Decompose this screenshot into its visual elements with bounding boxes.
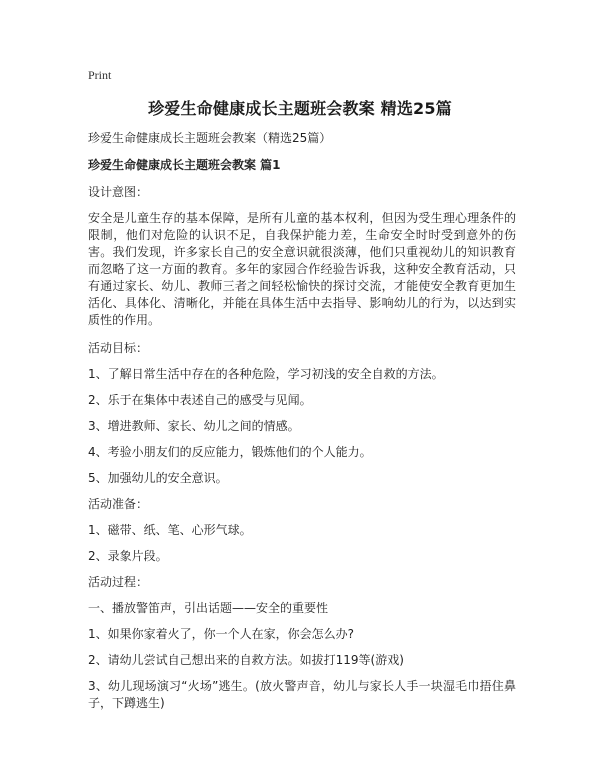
process-item: 3、幼儿现场演习“火场”逃生。(放火警声音，幼儿与家长人手一块湿毛巾捂住鼻子，下蹲逃生) <box>88 679 516 710</box>
page-title: 珍爱生命健康成长主题班会教案 精选25篇 <box>148 99 452 118</box>
print-label: Print <box>88 68 112 82</box>
design-intent-paragraph: 安全是儿童生存的基本保障，是所有儿童的基本权利，但因为受生理心理条件的限制，他们对危险的认识不足，自我保护能力差，生命安全时时受到意外的伤害。我们发现，许多家长自己的安全意识就很淡薄，他们只重视幼儿的知识教育而忽略了这一方面的教育。多年的家园合作经验告诉我，这种安全教育活动，只有通过家长、幼儿、教师三者之间轻松愉快的探讨交流，才能使安全教育更加生活化、具体化、清晰化，并能在具体生活中去指导、影响幼儿的行为，以达到实质性的作用。 <box>88 211 516 327</box>
goals-label: 活动目标： <box>88 341 149 355</box>
process-item: 一、播放警笛声，引出话题——安全的重要性 <box>88 601 329 615</box>
section-title: 珍爱生命健康成长主题班会教案 篇1 <box>88 158 281 172</box>
process-item: 2、请幼儿尝试自己想出来的自救方法。如拔打119等(游戏) <box>88 653 404 667</box>
goal-item: 3、增进教师、家长、幼儿之间的情感。 <box>88 419 300 433</box>
document-body <box>88 130 516 721</box>
preparation-item: 1、磁带、纸、笔、心形气球。 <box>88 523 252 537</box>
process-item: 1、如果你家着火了，你一个人在家，你会怎么办? <box>88 627 355 641</box>
goal-item: 2、乐于在集体中表述自己的感受与见闻。 <box>88 393 312 407</box>
goal-item: 4、考验小朋友们的反应能力，锻炼他们的个人能力。 <box>88 445 372 459</box>
design-intent-label: 设计意图： <box>88 185 149 199</box>
preparation-label: 活动准备： <box>88 497 149 511</box>
goal-item: 1、了解日常生活中存在的各种危险，学习初浅的安全自救的方法。 <box>88 367 444 381</box>
document-subtitle: 珍爱生命健康成长主题班会教案（精选25篇） <box>88 131 332 145</box>
process-label: 活动过程： <box>88 575 149 589</box>
goal-item: 5、加强幼儿的安全意识。 <box>88 471 228 485</box>
preparation-item: 2、录象片段。 <box>88 549 168 563</box>
